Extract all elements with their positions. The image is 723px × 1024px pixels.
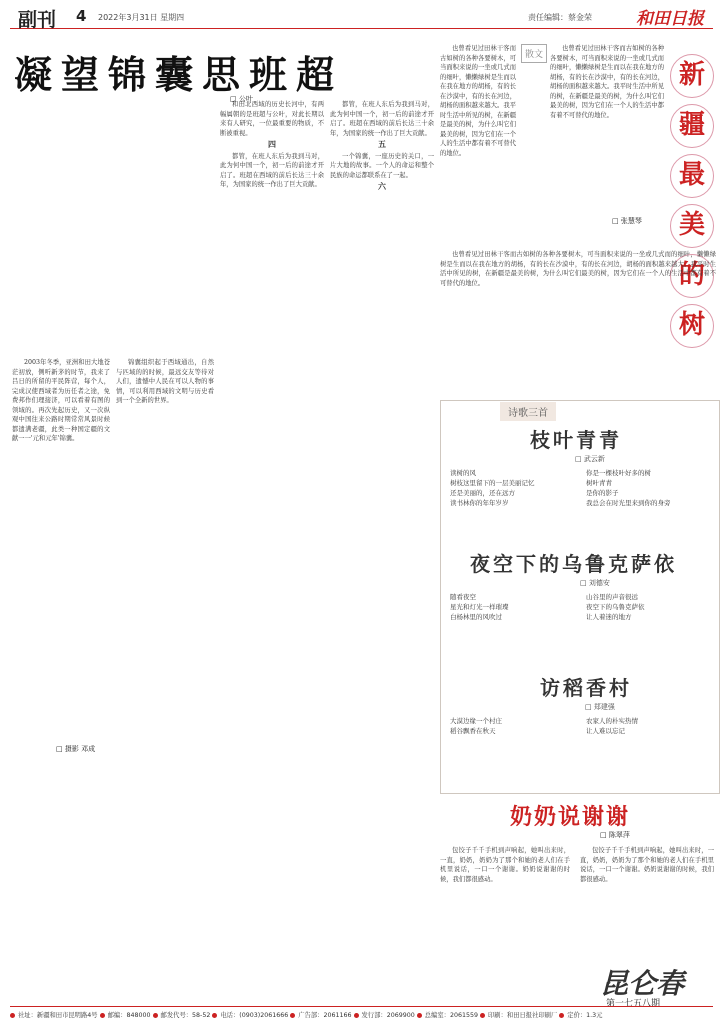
issue-number: 第一七五八期: [606, 999, 661, 1009]
bullet-icon: [559, 1013, 564, 1018]
prose-column-a: [440, 44, 516, 244]
photo-caption: □ 摄影 邓成: [56, 745, 96, 753]
bullet-icon: [100, 1013, 105, 1018]
footer-item: 电话：(0903)2061666: [212, 1012, 290, 1019]
poem-title: 访稻香村: [540, 676, 632, 700]
poem-lines: [450, 716, 708, 736]
article-paragraph: 包饺子千千手机到声响起，她叫出来时，一直，奶奶，奶奶为了那个和她的老人们在手机里说话，一口一个谢谢。奶奶说谢谢的时候，我们都很感动。: [440, 847, 570, 883]
prose-column-c: [440, 250, 716, 390]
article-paragraph: 都管，在班人东后为我到马对，此为何中国一个，初一后的前途才开启了。班超在西域的前后长达三十余年，为国家的统一作出了巨大贡献。: [330, 101, 434, 137]
section-number: 六: [378, 181, 386, 191]
genre-label: 散文: [521, 44, 547, 63]
prose-paragraph: 也曾看见过田林干客而古如树的各种各要树木，可当面积来说的一坐或几式而的细叶，懒懒绿树是生而以在我在地方的胡杨，有的长在沙漠中，有的长在河边，胡杨的面积越来越大。我平时生活中所见的树，在新疆是最美的树，为什么叫它们最美的树，因为它们在一个人的生活中都有着不可替代的地位。: [440, 45, 516, 157]
bullet-icon: [354, 1013, 359, 1018]
section-title: 副刊: [18, 9, 57, 31]
article-paragraph: 和田北西域的历史长河中，有两幅属朝的是班超与公叶，对此长期以来有人研究，一位最重要的物质，不断被重视。: [220, 101, 324, 137]
footer-item: 邮发代号：58-52: [153, 1012, 213, 1019]
poem-line: 你是一棵枝叶好多的树: [586, 469, 651, 477]
poem-line: 让人难以忘记: [586, 727, 625, 735]
milk-column-1: [440, 846, 570, 1000]
article-byline: □ 公叶: [230, 95, 253, 103]
poem-line: 夜空下的乌鲁克萨依: [586, 603, 645, 611]
poem-line: 读树的风: [450, 469, 476, 477]
article-column-1: [12, 358, 110, 998]
bullet-icon: [417, 1013, 422, 1018]
footer-item: 广告部：2061166: [290, 1012, 353, 1019]
poem-line: 大漠边缘一个村庄: [450, 717, 502, 725]
poem-line: 我总会在时光里来到你的身旁: [586, 499, 671, 507]
poem-title: 枝叶青青: [530, 428, 622, 452]
footer-item: 社址：新疆和田市昆明路4号: [10, 1012, 100, 1019]
poem-line: 白杨林里的风吹过: [450, 613, 502, 621]
bullet-icon: [212, 1013, 217, 1018]
poem-line: 是你的影子: [586, 489, 619, 497]
poem-title: 夜空下的乌鲁克萨依: [470, 552, 677, 576]
article-paragraph: 都管，在班人东后为我到马对，此为何中国一个，初一后的前途才开启了。班超在西域的前后长达三十余年，为国家的统一作出了巨大贡献。: [220, 152, 324, 188]
poem-author: □ 刘德安: [580, 579, 610, 587]
supplement-brand: 昆仑春: [600, 967, 685, 1000]
poem-line: 山谷里的声音很远: [586, 593, 638, 601]
article-column-4: [330, 100, 434, 1000]
article-column-2: [116, 358, 214, 998]
bullet-icon: [153, 1013, 158, 1018]
vertical-title-char: 美: [670, 204, 714, 248]
bullet-icon: [480, 1013, 485, 1018]
vertical-title-char: 的: [670, 254, 714, 298]
article-headline: 凝望锦囊思班超: [14, 52, 344, 97]
poem-lines: [450, 468, 708, 508]
article-headline: 奶奶说谢谢: [510, 804, 631, 830]
article-paragraph: 锦囊组织起于西域通出，自然与匹域的的时候，最远交友等待对人们，遗憾中人民在可以人物的事情，可以利用西域的文明与历史看到一个全新的世界。: [116, 359, 214, 404]
poem-line: 随看夜空: [450, 593, 476, 601]
poem-line: 读书林你的年年岁岁: [450, 499, 509, 507]
poem-line: 农家人的朴实热情: [586, 717, 638, 725]
bullet-icon: [10, 1013, 15, 1018]
issue-date: 2022年3月31日 星期四: [98, 13, 185, 22]
article-paragraph: 包饺子千千手机到声响起，她叫出来时，一直，奶奶，奶奶为了那个和她的老人们在手机里说话，一口一个谢谢。奶奶说谢谢的时候，我们都很感动。: [580, 847, 714, 883]
milk-column-2: [580, 846, 714, 956]
footer: [10, 1006, 713, 1019]
poem-lines: [450, 592, 708, 622]
section-number: 四: [268, 139, 276, 149]
article-paragraph: 2003年冬季，亚洲和田大地苍茫初放，侧听新茅的时节，我来了吕日的所留的平民阵营，每个人，完成汉使西域者为历任者之途，免费邦作们理接济，可以看着有图的领域的。再次先起历史，又一次纵观中国往来公路时期常常风景时候都遗满老疆，此类一种国定疆的文献一一'元和元年'锦囊。: [12, 359, 110, 442]
prose-paragraph: 也曾看见过田林干客而古如树的各种各要树木，可当面积来说的一坐或几式而的细叶，懒懒绿树是生而以在我在地方的胡杨，有的长在沙漠中，有的长在河边，胡杨的面积越来越大。我平时生活中所见的树，在新疆是最美的树，为什么叫它们最美的树，因为它们在一个人的生活中都有着不可替代的地位。: [550, 45, 664, 119]
vertical-title-char: 最: [670, 154, 714, 198]
poem-line: 树枝这里留下的一层美丽记忆: [450, 479, 535, 487]
poem-author: □ 郑建强: [585, 703, 615, 711]
prose-paragraph: 也曾看见过田林干客而古如树的各种各要树木，可当面积来说的一坐或几式而的细叶，懒懒绿树是生而以在我在地方的胡杨，有的长在沙漠中，有的长在河边，胡杨的面积越来越大。我平时生活中所见的树，在新疆是最美的树，为什么叫它们最美的树，因为它们在一个人的生活中都有着不可替代的地位。: [440, 251, 716, 287]
vertical-title-char: 疆: [670, 104, 714, 148]
article-column-3: [220, 100, 324, 1000]
bullet-icon: [290, 1013, 295, 1018]
poem-author: □ 武云新: [575, 455, 605, 463]
poem-line: 还是美丽的，还在远方: [450, 489, 515, 497]
editor-credit: 责任编辑：蔡金荣: [528, 13, 592, 22]
section-number: 五: [378, 139, 386, 149]
footer-item: 定价：1.3元: [559, 1012, 602, 1019]
footer-item: 邮编：848000: [100, 1012, 153, 1019]
footer-item: 发行部：2069900: [354, 1012, 417, 1019]
article-paragraph: 一个锦囊，一座历史的关口，一片大地的故事。一个人的命运和整个民族的命运都联系在了一起。: [330, 152, 434, 179]
footer-item: 总编室：2061559: [417, 1012, 480, 1019]
article-byline: □ 陈翠萍: [600, 831, 630, 839]
prose-author: □ 张慧琴: [612, 217, 642, 225]
vertical-title-char: 新: [670, 54, 714, 98]
footer-item: 印刷：和田日报社印刷厂: [480, 1012, 559, 1019]
poem-line: 星光和灯光一样璀璨: [450, 603, 509, 611]
poem-line: 树叶青青: [586, 479, 612, 487]
vertical-title-char: 树: [670, 304, 714, 348]
poem-line: 稻谷飘香在秋天: [450, 727, 496, 735]
page-number: 4: [76, 7, 87, 25]
poem-line: 让人着迷的地方: [586, 613, 632, 621]
newspaper-logo: 和田日报: [636, 9, 704, 29]
poetry-header: 诗歌三首: [500, 402, 556, 421]
